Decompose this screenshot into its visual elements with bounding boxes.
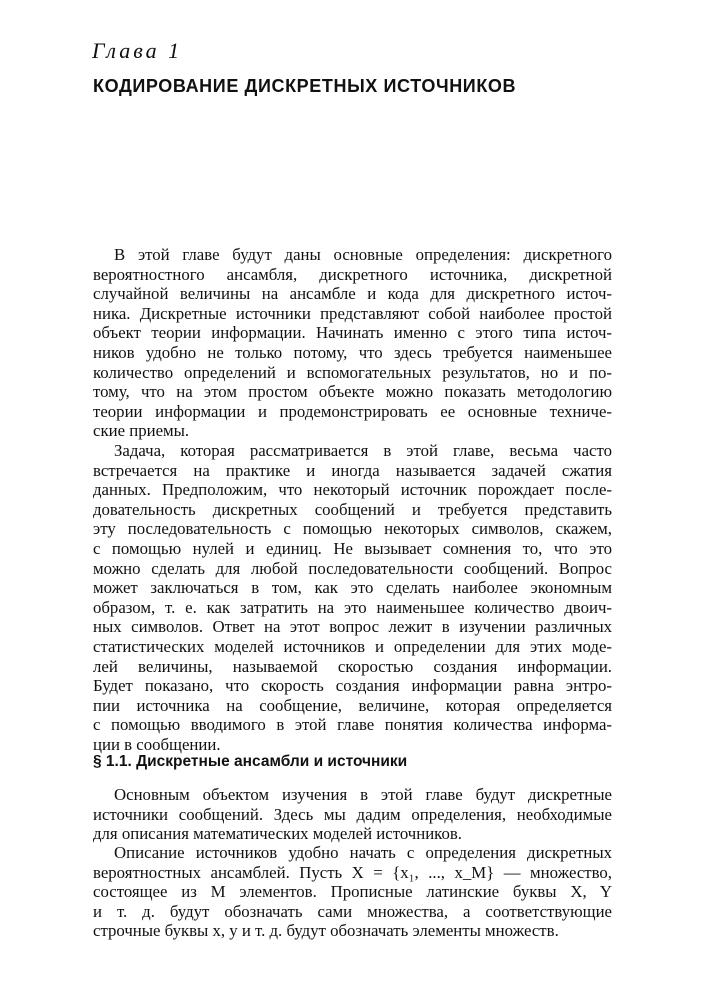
text-line: пии источника на сообщение, величине, которая определяется (93, 695, 612, 715)
text-line: состоящее из M элементов. Прописные латинские буквы X, Y (93, 882, 612, 902)
section-heading: § 1.1. Дискретные ансамбли и источники (93, 753, 408, 770)
text-line: Основным объектом изучения в этой главе будут дискретные (114, 785, 612, 804)
text-line: эту последовательность с помощью некоторых символов, скажем, (93, 519, 612, 539)
text-line: для описания математических моделей источников. (93, 824, 462, 844)
text-line: ников удобно не только потому, что здесь требуется наименьшее (93, 342, 612, 362)
section-paragraph-1 (93, 785, 612, 844)
text-line: строчные буквы x, y и т. д. будут обозначать элементы множеств. (93, 921, 559, 941)
text-line: и т. д. будут обозначать сами множества, а соответствующие (93, 901, 612, 921)
text-line: объект теории информации. Начинать именно с этого типа источ- (93, 323, 612, 343)
text-line: В этой главе будут даны основные определения: дискретного (114, 245, 612, 264)
text-line: случайной величины на ансамбле и кода для дискретного источ- (93, 284, 612, 304)
text-line: с помощью вводимого в этой главе понятия количества информа- (93, 715, 612, 735)
text-line: количество определений и вспомогательных результатов, но и по- (93, 362, 612, 382)
text-line: ных символов. Ответ на этот вопрос лежит в изучении различных (93, 617, 612, 637)
text-line: ские приемы. (93, 421, 190, 441)
text-line: теории информации и продемонстрировать ее основные техниче- (93, 401, 612, 421)
text-line: с помощью нулей и единиц. Не вызывает сомнения то, что это (93, 538, 612, 558)
intro-paragraph-2 (93, 441, 612, 755)
chapter-title: КОДИРОВАНИЕ ДИСКРЕТНЫХ ИСТОЧНИКОВ (93, 76, 517, 96)
text-line: Задача, которая рассматривается в этой главе, весьма часто (114, 441, 612, 460)
intro-paragraph-1 (93, 245, 612, 441)
text-line: ника. Дискретные источники представляют собой наиболее простой (93, 303, 612, 323)
text-line: довательность дискретных сообщений и требуется представить (93, 499, 612, 519)
text-line: встречается на практике и иногда называется задачей сжатия (93, 460, 612, 480)
section-paragraph-2 (93, 843, 612, 941)
text-line: вероятностного ансамбля, дискретного источника, дискретной (93, 264, 612, 284)
text-line: статистических моделей источников и определении для этих моде- (93, 636, 612, 656)
text-line: можно сделать для любой последовательности сообщений. Вопрос (93, 558, 612, 578)
text-line: данных. Предположим, что некоторый источник порождает после- (93, 480, 612, 500)
text-line: Будет показано, что скорость создания информации равна энтро- (93, 676, 612, 696)
text-line: тому, что на этом простом объекте можно показать методологию (93, 382, 612, 402)
text-line: может заключаться в том, как это сделать наиболее экономным (93, 578, 612, 598)
text-line: источники сообщений. Здесь мы дадим определения, необходимые (93, 804, 612, 824)
text-line: вероятностных ансамблей. Пусть X = {x₁, ..., x_M} — множество, (93, 862, 612, 882)
text-line: образом, т. е. как затратить на это наименьшее количество двоич- (93, 597, 612, 617)
chapter-label: Глава 1 (92, 38, 183, 63)
text-line: Описание источников удобно начать с определения дискретных (114, 843, 612, 862)
text-line: лей величины, называемой скоростью создания информации. (93, 656, 612, 676)
text-line: ции в сообщении. (93, 734, 221, 754)
